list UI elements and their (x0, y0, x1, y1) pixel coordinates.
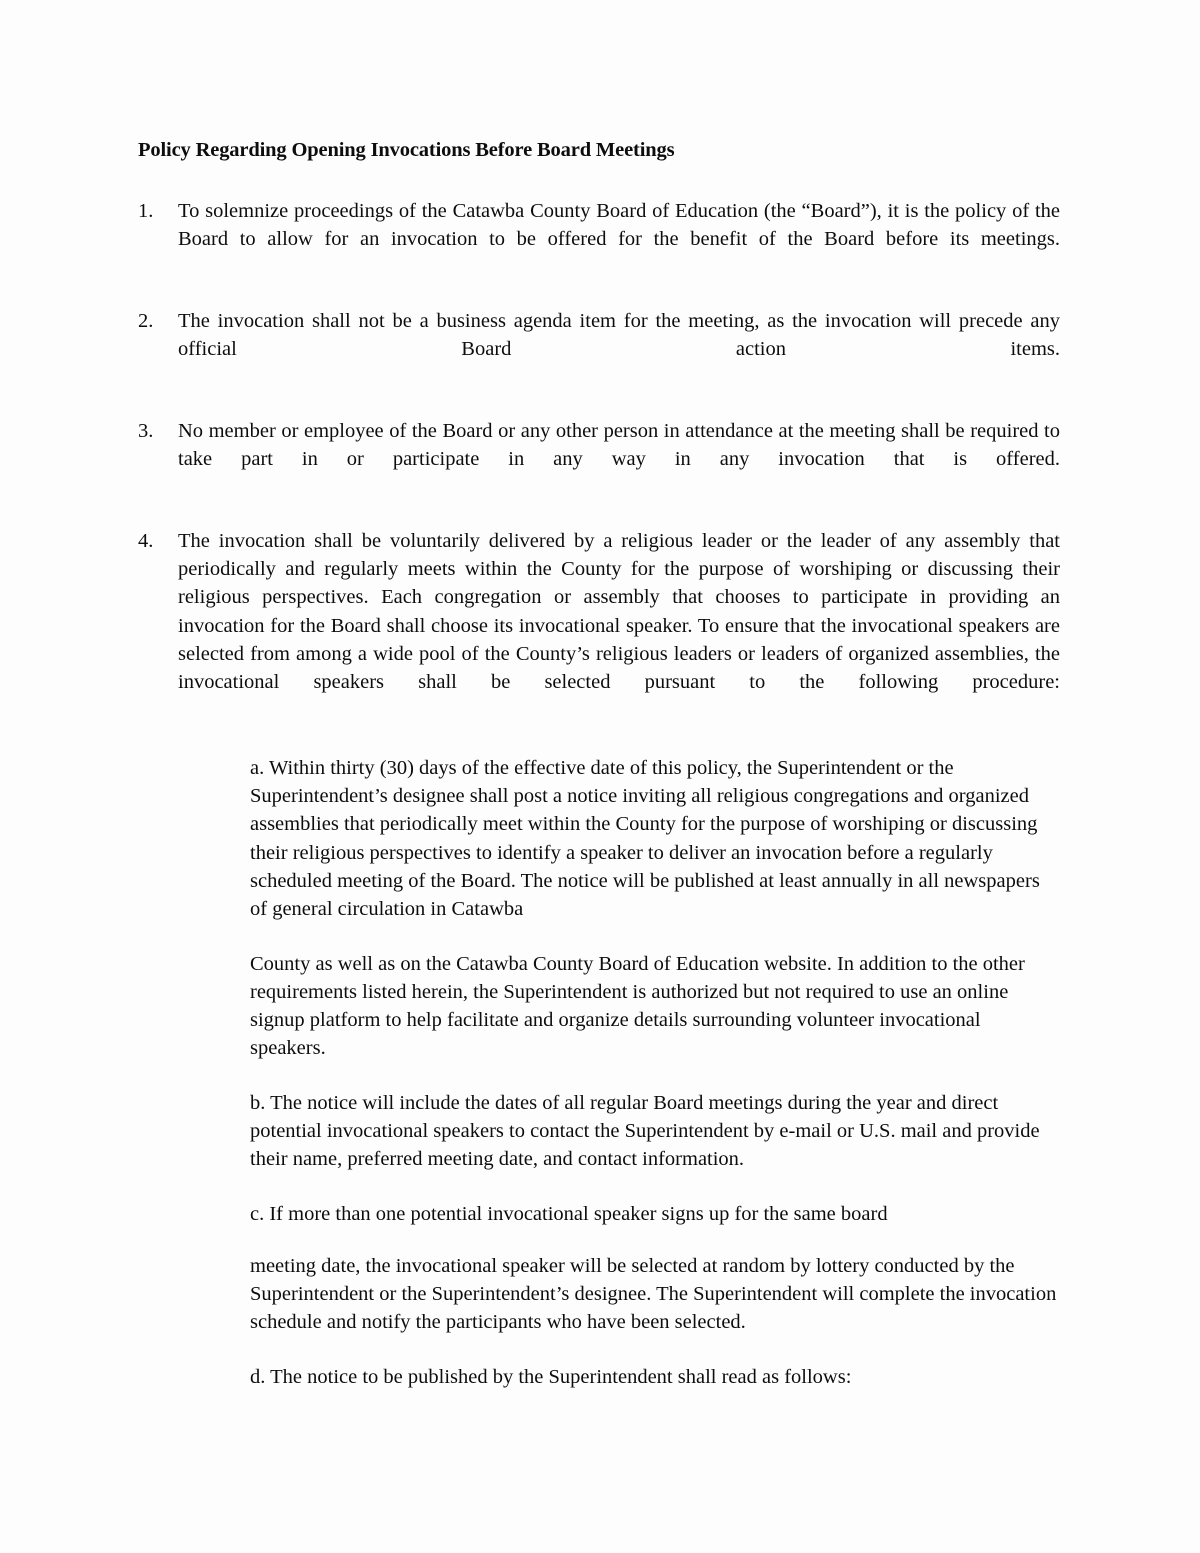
list-item-text: The invocation shall not be a business agenda item for the meeting, as the invocation will precede any official Board action items. (178, 309, 1060, 360)
list-item-text: To solemnize proceedings of the Catawba County Board of Education (the “Board”), it is the policy of the Board to allow for an invocation to be offered for the benefit of the Board before its meetings. (178, 199, 1060, 250)
list-item (138, 307, 1060, 391)
list-item-marker: 3. (138, 420, 154, 443)
subparagraph-b: b. The notice will include the dates of all regular Board meetings during the year and direct potential invocational speakers to contact the Superintendent by e-mail or U.S. mail and provide their name, preferred meeting date, and contact information. (250, 1091, 1040, 1171)
policy-numbered-list (138, 197, 1060, 724)
subparagraph-d: d. The notice to be published by the Superintendent shall read as follows: (250, 1365, 852, 1388)
list-item (138, 197, 1060, 281)
list-item-marker: 2. (138, 309, 154, 332)
list-item (138, 527, 1060, 724)
list-item (138, 417, 1060, 501)
list-item-text: No member or employee of the Board or any other person in attendance at the meeting shall be required to take part in or participate in any way in any invocation that is offered. (178, 420, 1060, 471)
list-item-marker: 1. (138, 199, 154, 222)
subparagraph-a: a. Within thirty (30) days of the effective date of this policy, the Superintendent or the Superintendent’s designee shall post a notice inviting all religious congregations and organized assemblies that periodically meet within the County for the purpose of worshiping or discussing their religious perspectives to identify a speaker to deliver an invocation before a regularly scheduled meeting of the Board. The notice will be published at least annually in all newspapers of general circulation in Catawba (250, 756, 1040, 921)
subparagraph-c-continued: meeting date, the invocational speaker will be selected at random by lottery conducted by the Superintendent or the Superintendent’s designee. The Superintendent will complete the invocation schedule and notify the participants who have been selected. (250, 1254, 1057, 1334)
list-item-text: The invocation shall be voluntarily delivered by a religious leader or the leader of any assembly that periodically and regularly meets within the County for the purpose of worshiping or discussing their religious perspectives. Each congregation or assembly that chooses to participate in providing an invocation for the Board shall choose its invocational speaker. To ensure that the invocational speakers are selected from among a wide pool of the County’s religious leaders or leaders of organized assemblies, the invocational speakers shall be selected pursuant to the following procedure: (178, 530, 1060, 693)
lettered-subparagraph-block (138, 754, 1060, 1391)
page-title: Policy Regarding Opening Invocations Before Board Meetings (138, 139, 675, 161)
subparagraph-c: c. If more than one potential invocational speaker signs up for the same board (250, 1202, 888, 1225)
subparagraph-a-continued: County as well as on the Catawba County Board of Education website. In addition to the other requirements listed herein, the Superintendent is authorized but not required to use an online signup platform to help facilitate and organize details surrounding volunteer invocational speakers. (250, 952, 1025, 1060)
list-item-marker: 4. (138, 530, 154, 553)
document-content (138, 138, 1060, 1391)
